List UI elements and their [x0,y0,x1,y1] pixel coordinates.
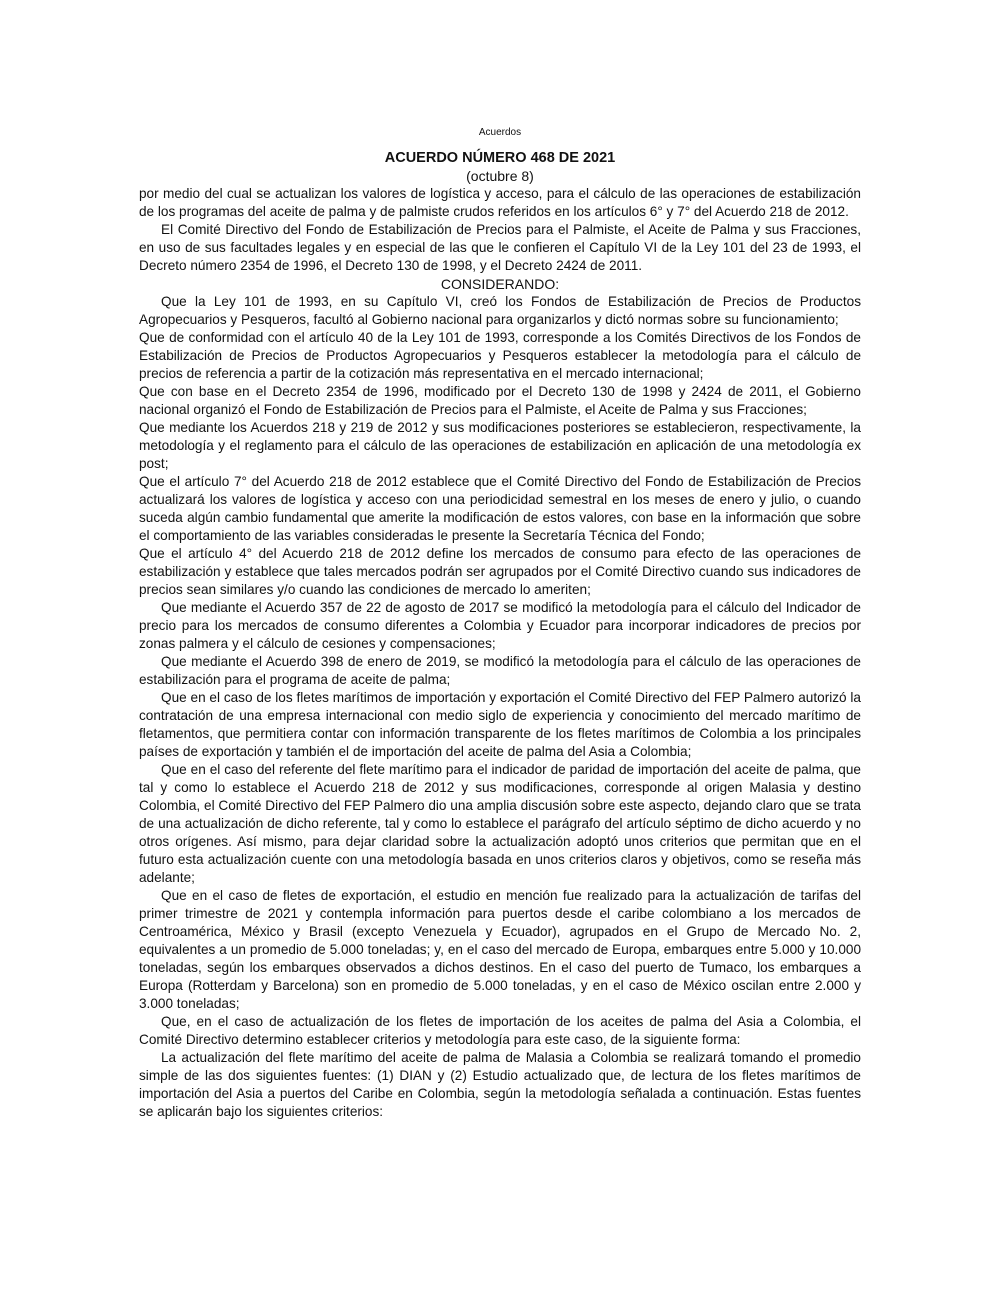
section-label: Acuerdos [478,127,522,138]
document-page [139,126,861,1121]
paragraph: Que la Ley 101 de 1993, en su Capítulo VI, creó los Fondos de Estabilización de Precios de Productos Agropecuarios y Pesqueros, facultó al Gobierno nacional para organizarlos y dictó normas sobre su funcionamiento; [139,294,861,327]
paragraph: La actualización del flete marítimo del aceite de palma de Malasia a Colombia se realizará tomando el promedio simple de las dos siguientes fuentes: (1) DIAN y (2) Estudio actualizado que, de lectura de los fletes marítimos de importación del Asia a puertos del Caribe en Colombia, según la metodología señalada a continuación. Estas fuentes se aplicarán bajo los siguientes criterios: [139,1050,861,1119]
paragraph: Que mediante los Acuerdos 218 y 219 de 2012 y sus modificaciones posteriores se establecieron, respectivamente, la metodología y el reglamento para el cálculo de las operaciones de estabilización en aplicación de una metodología ex post; [139,420,861,471]
paragraph: Que en el caso del referente del flete marítimo para el indicador de paridad de importación del aceite de palma, que tal y como lo establece el Acuerdo 218 de 2012 y sus modificaciones, corresponde al origen Malasia y destino Colombia, el Comité Directivo del FEP Palmero dio una amplia discusión sobre este aspecto, dejando claro que se trata de una actualización de dicho referente, tal y como lo establece el parágrafo del artículo séptimo de dicho acuerdo y no otros orígenes. Así mismo, para dejar claridad sobre la actualización adoptó unos criterios que permitan que en el futuro esta actualización cuente con una metodología basada en unos criterios claros y objetivos, como se reseña más adelante; [139,762,861,885]
document-title: ACUERDO NÚMERO 468 DE 2021 [384,150,616,166]
intro-section [139,185,861,275]
paragraph: Que el artículo 7° del Acuerdo 218 de 2012 establece que el Comité Directivo del Fondo de Estabilización de Precios actualizará los valores de logística y acceso con una periodicidad semestral en los meses de enero y julio, o cuando suceda algún cambio fundamental que amerite la modificación de estos valores, con base en la información que sobre el comportamiento de las variables consideradas le presente la Secretaría Técnica del Fondo; [139,474,861,543]
paragraph: Que mediante el Acuerdo 398 de enero de 2019, se modificó la metodología para el cálculo de las operaciones de estabilización para el programa de aceite de palma; [139,654,861,687]
body-section [139,293,861,1121]
paragraph: Que en el caso de fletes de exportación, el estudio en mención fue realizado para la actualización de tarifas del primer trimestre de 2021 y contempla información para puertos desde el caribe colombiano a los mercados de Centroamérica, México y Brasil (excepto Venezuela y Ecuador), agrupados en el Grupo de Mercado No. 2, equivalentes a un promedio de 5.000 toneladas; y, en el caso del mercado de Europa, embarques entre 5.000 y 10.000 toneladas, según los embarques observados a dichos destinos. En el caso del puerto de Tumaco, los embarques a Europa (Rotterdam y Barcelona) son en promedio de 5.000 toneladas, y en el caso de México oscilan entre 2.000 y 3.000 toneladas; [139,888,861,1011]
paragraph: Que de conformidad con el artículo 40 de la Ley 101 de 1993, corresponde a los Comités Directivos de los Fondos de Estabilización de Precios de Productos Agropecuarios y Pesqueros establecer la metodología para el cálculo de precios de referencia a partir de la cotización más representativa en el mercado internacional; [139,330,861,381]
paragraph: Que con base en el Decreto 2354 de 1996, modificado por el Decreto 130 de 1998 y 2424 de 2011, el Gobierno nacional organizó el Fondo de Estabilización de Precios para el Palmiste, el Aceite de Palma y sus Fracciones; [139,384,861,417]
considerando-heading: CONSIDERANDO: [440,276,560,292]
paragraph: Que en el caso de los fletes marítimos de importación y exportación el Comité Directivo del FEP Palmero autorizó la contratación de una empresa internacional con medio siglo de experiencia y conocimiento del mercado marítimo de fletamentos, que permitiera contar con información transparente de los fletes marítimos de Colombia a los principales países de exportación y también el de importación del aceite de palma del Asia a Colombia; [139,690,861,759]
paragraph: Que mediante el Acuerdo 357 de 22 de agosto de 2017 se modificó la metodología para el cálculo del Indicador de precio para los mercados de consumo diferentes a Colombia y Ecuador para incorporar indicadores de precios por zonas palmera y el cálculo de cesiones y compensaciones; [139,600,861,651]
paragraph: por medio del cual se actualizan los valores de logística y acceso, para el cálculo de las operaciones de estabilización de los programas del aceite de palma y de palmiste crudos referidos en los artículos 6° y 7° del Acuerdo 218 de 2012. [139,186,861,219]
paragraph: Que, en el caso de actualización de los fletes de importación de los aceites de palma del Asia a Colombia, el Comité Directivo determino establecer criterios y metodología para este caso, de la siguiente forma: [139,1014,861,1047]
document-date: (octubre 8) [466,168,534,184]
paragraph: Que el artículo 4° del Acuerdo 218 de 2012 define los mercados de consumo para efecto de las operaciones de estabilización y establece que tales mercados podrán ser agrupados por el Comité Directivo cuando sus indicadores de precios sean similares y/o cuando las condiciones de mercado lo ameriten; [139,546,861,597]
paragraph: El Comité Directivo del Fondo de Estabilización de Precios para el Palmiste, el Aceite de Palma y sus Fracciones, en uso de sus facultades legales y en especial de las que le confieren el Capítulo VI de la Ley 101 del 23 de 1993, el Decreto número 2354 de 1996, el Decreto 130 de 1998, y el Decreto 2424 de 2011. [139,222,861,273]
